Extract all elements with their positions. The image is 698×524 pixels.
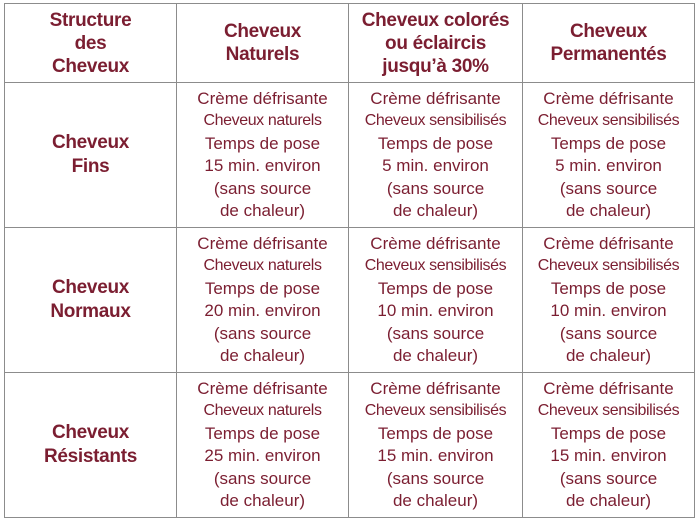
table-cell [177,228,349,373]
table-row [5,373,695,518]
cell-line: (sans source [386,323,485,343]
row-label-resistant [5,373,177,518]
cell-line: 15 min. environ [377,446,494,465]
row-label-line: Cheveux [51,422,130,443]
header-natural-line-1: Cheveux [223,21,302,42]
cell-line: (sans source [386,468,485,488]
cell-line: de chaleur) [219,346,306,365]
header-colored-line-1: Cheveux colorés [361,9,510,31]
header-colored [349,4,523,83]
row-label-line: Normaux [50,301,131,322]
cell-line: Cheveux sensibilisés [537,112,680,129]
table-cell [177,83,349,228]
cell-line: Cheveux naturels [203,257,322,274]
cell-line: (sans source [386,178,485,198]
header-colored-line-3: jusqu’à 30% [382,55,489,77]
header-permed-line-2: Permanentés [550,44,667,65]
cell-line: Crème défrisante [197,378,328,398]
table-cell [177,373,349,518]
table-cell [349,373,523,518]
cell-line: Crème défrisante [543,378,674,398]
cell-line: Temps de pose [550,423,667,443]
cell-line: Cheveux sensibilisés [364,402,507,419]
row-label-fine [5,83,177,228]
cell-line: Temps de pose [377,133,494,153]
cell-line: de chaleur) [392,201,479,220]
cell-line: (sans source [559,178,658,198]
header-structure [5,4,177,83]
header-natural [177,4,349,83]
table-cell [523,83,695,228]
cell-line: (sans source [213,468,312,488]
header-row [5,4,695,83]
table-row [5,83,695,228]
cell-line: 5 min. environ [555,156,662,175]
table-cell [349,228,523,373]
header-structure-line-3: Cheveux [51,55,130,77]
table-cell [523,373,695,518]
cell-line: de chaleur) [219,201,306,220]
cell-line: Cheveux naturels [203,402,322,419]
cell-line: de chaleur) [219,491,306,510]
hair-straightening-table [4,3,695,518]
row-label-line: Cheveux [51,277,130,298]
cell-line: Crème défrisante [197,88,328,108]
cell-line: Temps de pose [550,278,667,298]
header-permed-line-1: Cheveux [569,21,648,42]
cell-line: (sans source [213,323,312,343]
cell-line: 10 min. environ [377,301,494,320]
cell-line: Cheveux sensibilisés [537,402,680,419]
cell-line: 5 min. environ [382,156,489,175]
cell-line: Crème défrisante [543,233,674,253]
table-row [5,228,695,373]
cell-line: Crème défrisante [197,233,328,253]
cell-line: Temps de pose [204,278,321,298]
cell-line: Cheveux sensibilisés [537,257,680,274]
cell-line: (sans source [559,468,658,488]
row-label-normal [5,228,177,373]
header-structure-line-1: Structure [49,9,132,31]
table-cell [349,83,523,228]
table-cell [523,228,695,373]
header-colored-line-2: ou éclaircis [385,32,486,54]
cell-line: Temps de pose [204,423,321,443]
cell-line: Temps de pose [204,133,321,153]
cell-line: de chaleur) [392,346,479,365]
cell-line: Crème défrisante [543,88,674,108]
row-label-line: Résistants [43,446,138,467]
header-permed [523,4,695,83]
cell-line: de chaleur) [565,346,652,365]
cell-line: de chaleur) [392,491,479,510]
cell-line: de chaleur) [565,491,652,510]
row-label-line: Fins [71,156,110,177]
cell-line: 15 min. environ [550,446,667,465]
row-label-line: Cheveux [51,132,130,153]
cell-line: 25 min. environ [204,446,321,465]
cell-line: 20 min. environ [204,301,321,320]
cell-line: Cheveux sensibilisés [364,112,507,129]
cell-line: (sans source [213,178,312,198]
cell-line: Temps de pose [377,278,494,298]
cell-line: Crème défrisante [370,378,501,398]
cell-line: Cheveux sensibilisés [364,257,507,274]
cell-line: 10 min. environ [550,301,667,320]
cell-line: Temps de pose [377,423,494,443]
cell-line: Cheveux naturels [203,112,322,129]
cell-line: Temps de pose [550,133,667,153]
cell-line: Crème défrisante [370,88,501,108]
cell-line: 15 min. environ [204,156,321,175]
header-structure-line-2: des [74,32,107,54]
header-natural-line-2: Naturels [225,44,300,65]
cell-line: Crème défrisante [370,233,501,253]
cell-line: de chaleur) [565,201,652,220]
cell-line: (sans source [559,323,658,343]
